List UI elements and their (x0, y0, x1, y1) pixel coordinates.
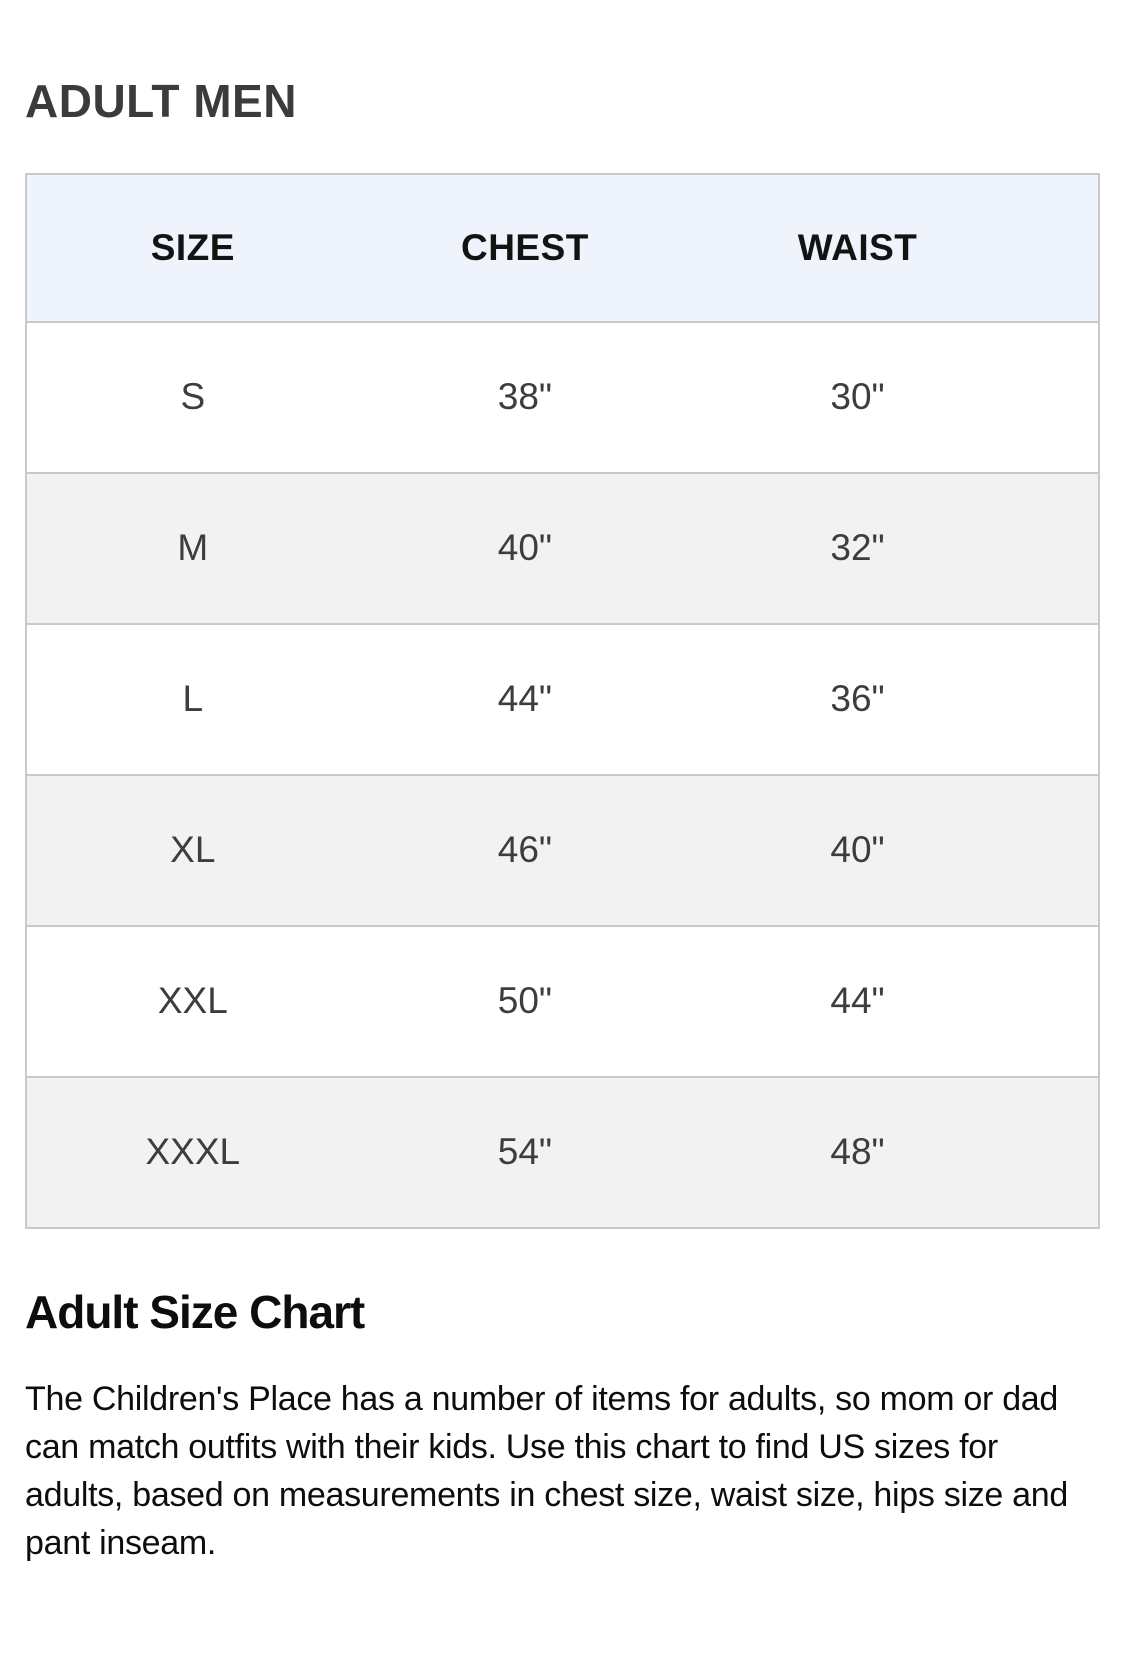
spacer-cell (1024, 775, 1099, 926)
waist-cell: 48" (691, 1077, 1024, 1228)
chest-cell: 50" (359, 926, 692, 1077)
waist-cell: 30" (691, 322, 1024, 473)
spacer-cell (1024, 322, 1099, 473)
size-table (25, 173, 1100, 1229)
chest-cell: 54" (359, 1077, 692, 1228)
spacer-cell (1024, 1077, 1099, 1228)
chest-cell: 38" (359, 322, 692, 473)
waist-cell: 32" (691, 473, 1024, 624)
spacer-cell (1024, 473, 1099, 624)
table-row (26, 775, 1099, 926)
chest-cell: 40" (359, 473, 692, 624)
waist-cell: 40" (691, 775, 1024, 926)
size-cell: M (26, 473, 359, 624)
table-row (26, 322, 1099, 473)
table-row (26, 624, 1099, 775)
column-header-chest: CHEST (359, 174, 692, 322)
column-header-waist: WAIST (691, 174, 1024, 322)
table-row (26, 926, 1099, 1077)
table-header-row (26, 174, 1099, 322)
spacer-cell (1024, 926, 1099, 1077)
table-row (26, 473, 1099, 624)
chest-cell: 46" (359, 775, 692, 926)
page-title: Adult Size Chart (25, 1285, 365, 1338)
size-cell: XXXL (26, 1077, 359, 1228)
waist-cell: 36" (691, 624, 1024, 775)
spacer-cell (1024, 624, 1099, 775)
waist-cell: 44" (691, 926, 1024, 1077)
header-spacer-cell (1024, 174, 1099, 322)
size-cell: XL (26, 775, 359, 926)
size-cell: L (26, 624, 359, 775)
table-row (26, 1077, 1099, 1228)
description-paragraph: The Children's Place has a number of items for adults, so mom or dad can match outfits with their kids. Use this chart to find US sizes for adults, based on measurements in chest size, waist size, hips size and pant inseam. (25, 1380, 1068, 1563)
size-cell: XXL (26, 926, 359, 1077)
column-header-size: SIZE (26, 174, 359, 322)
chest-cell: 44" (359, 624, 692, 775)
size-cell: S (26, 322, 359, 473)
section-title: ADULT MEN (25, 75, 297, 127)
